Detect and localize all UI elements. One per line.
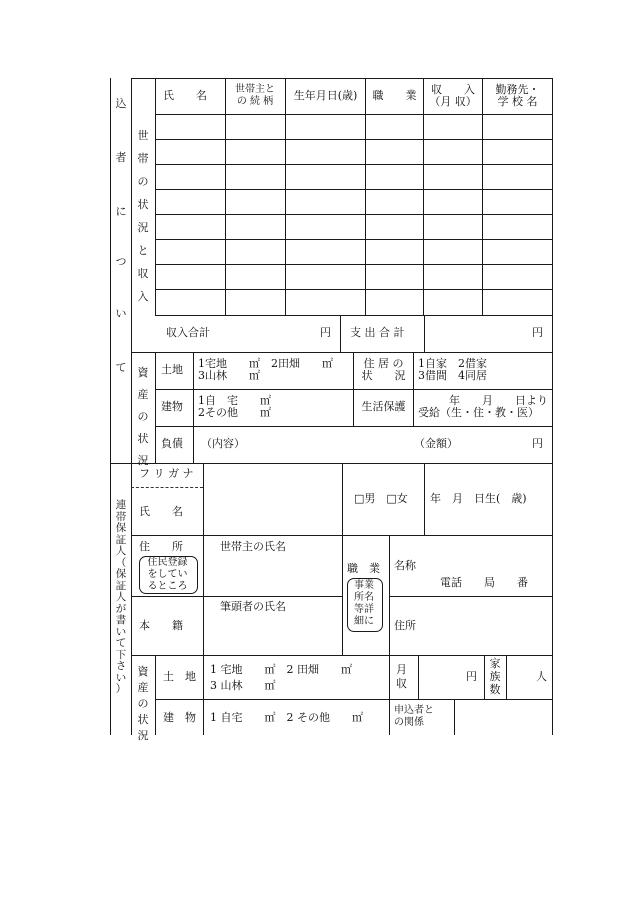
header-job: 職 業 bbox=[372, 89, 417, 102]
building-items-1: 1自 宅 ㎡ bbox=[198, 394, 271, 407]
left-border bbox=[110, 78, 111, 735]
header-relation-1: 世帯主と bbox=[235, 84, 275, 95]
expense-total-label: 支 出 合 計 bbox=[350, 326, 405, 339]
debt-amount: （金額） bbox=[414, 437, 458, 450]
building-items-2: 2その他 ㎡ bbox=[198, 406, 271, 419]
monthly-income-2: 収 bbox=[396, 677, 407, 690]
residence-items-1: 1自家 2借家 bbox=[418, 357, 487, 370]
side-char-4: つ bbox=[115, 255, 127, 268]
domicile-label: 本 籍 bbox=[139, 619, 183, 632]
header-relation-2: の 続 柄 bbox=[236, 96, 274, 107]
header-name: 氏 名 bbox=[163, 89, 207, 102]
expense-total-yen: 円 bbox=[532, 326, 543, 339]
gender-options: □男 □女 bbox=[354, 492, 408, 505]
phone-label: 電話 局 番 bbox=[440, 576, 528, 589]
guarantor-assets-label: 資 産 の 状 況 bbox=[137, 665, 149, 742]
householder-label: 世帯主の氏名 bbox=[220, 540, 286, 553]
household-label: 世 帯 の 状 況 と 収 入 bbox=[137, 129, 149, 303]
monthly-income-yen: 円 bbox=[466, 670, 477, 683]
side-char-3: に bbox=[115, 205, 127, 218]
address-label: 住 所 bbox=[139, 540, 183, 553]
guarantor-land-label: 土 地 bbox=[163, 670, 196, 683]
guarantor-land-items-1: 1 宅地 ㎡ 2 田畑 ㎡ bbox=[210, 663, 352, 676]
location-label: 住所 bbox=[394, 619, 416, 632]
residence-label-2: 状 況 bbox=[361, 369, 406, 382]
side-char-1: 込 bbox=[115, 97, 127, 110]
job-note-4: 細に bbox=[354, 616, 374, 627]
job-note-1: 事業 bbox=[354, 580, 374, 591]
header-income-2: （月 収） bbox=[429, 95, 477, 108]
building-label: 建物 bbox=[161, 400, 183, 413]
relation-label-2: の関係 bbox=[394, 717, 424, 728]
debt-label: 負債 bbox=[161, 437, 183, 450]
residence-items-2: 3借間 4同居 bbox=[418, 369, 487, 382]
guarantor-building-label: 建 物 bbox=[163, 711, 196, 724]
address-note-1: 住民登録 bbox=[147, 557, 188, 568]
welfare-label: 生活保護 bbox=[361, 400, 406, 413]
welfare-items-2: 受給（生・住・教・医） bbox=[418, 406, 539, 419]
welfare-items-1: 年 月 日より bbox=[449, 394, 548, 407]
furigana-divider bbox=[131, 487, 203, 488]
address-note-2: をしてい bbox=[147, 569, 188, 580]
job-note-2: 所名 bbox=[354, 592, 374, 603]
residence-label-1: 住 居 の bbox=[363, 357, 404, 370]
furigana-label: フ リ ガ ナ bbox=[139, 467, 194, 480]
debt-yen: 円 bbox=[532, 437, 543, 450]
header-workplace-2: 学 校 名 bbox=[497, 95, 538, 108]
company-label: 名称 bbox=[394, 559, 416, 572]
family-label: 家 族 数 bbox=[489, 657, 501, 696]
monthly-income-1: 月 bbox=[396, 663, 407, 676]
guarantor-building-items: 1 自宅 ㎡ 2 その他 ㎡ bbox=[210, 711, 363, 724]
head-label: 筆頭者の氏名 bbox=[220, 600, 286, 613]
family-unit: 人 bbox=[536, 670, 547, 683]
right-border-guarantor bbox=[552, 463, 553, 735]
assets-label: 資 産 の 状 況 bbox=[137, 366, 149, 467]
job-label: 職 業 bbox=[347, 562, 380, 575]
side-char-6: て bbox=[115, 361, 127, 374]
header-dob: 生年月日(歳) bbox=[293, 89, 358, 102]
address-note-3: るところ bbox=[147, 581, 188, 592]
guarantor-land-items-2: 3 山林 ㎡ bbox=[210, 679, 276, 692]
job-note-3: 等詳 bbox=[354, 604, 374, 615]
side-char-5: い bbox=[115, 307, 127, 320]
income-total-yen: 円 bbox=[320, 326, 331, 339]
land-label: 土地 bbox=[161, 363, 183, 376]
relation-label-1: 申込者と bbox=[394, 705, 434, 716]
right-border-applicant bbox=[552, 78, 553, 465]
applicant-inner-border bbox=[131, 78, 132, 463]
header-workplace-1: 勤務先・ bbox=[495, 83, 540, 96]
top-border bbox=[131, 78, 552, 79]
land-items-1: 1宅地 ㎡ 2田畑 ㎡ bbox=[198, 357, 333, 370]
header-income-1: 収 入 bbox=[431, 83, 475, 96]
guarantor-name-label: 氏 名 bbox=[139, 505, 183, 518]
income-total-label: 収入合計 bbox=[166, 326, 210, 339]
land-items-2: 3山林 ㎡ bbox=[198, 369, 260, 382]
debt-content: （内容） bbox=[201, 437, 245, 450]
side-char-2: 者 bbox=[115, 151, 127, 164]
guarantor-dob: 年 月 日生( 歳) bbox=[430, 492, 527, 505]
guarantor-side-label: 連 帯 保 証 人 （ 保 証 人 が 書 い て 下 さ い ） bbox=[115, 499, 127, 695]
